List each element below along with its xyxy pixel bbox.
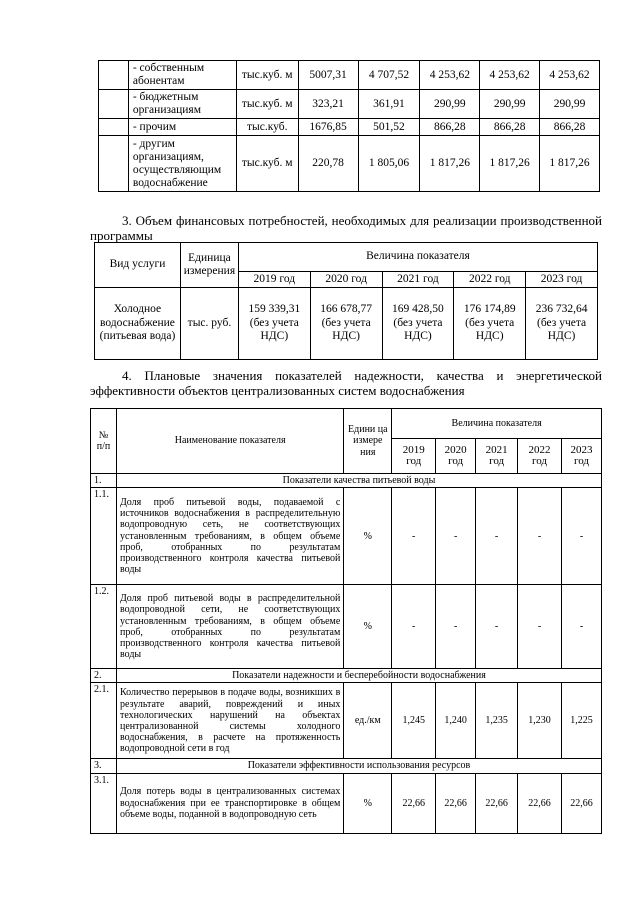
col-service-header: Вид услуги (95, 243, 181, 288)
col-name-header: Наименование показателя (116, 409, 343, 474)
row-value: 290,99 (420, 90, 480, 119)
row-value: 4 253,62 (540, 61, 600, 90)
indicator-value: - (476, 488, 518, 585)
row-value: 501,52 (358, 119, 420, 136)
value-cell: 169 428,50 (без учета НДС) (382, 288, 454, 360)
row-name: - другим организациям, осуществляющим водоснабжение (128, 136, 236, 192)
row-value: 1 817,26 (420, 136, 480, 192)
indicator-value: 22,66 (518, 773, 562, 833)
row-unit: тыс.куб. м (236, 136, 298, 192)
year-header: 2023 год (526, 272, 598, 288)
year-header: 2021 год (476, 439, 518, 474)
indicator-value: - (392, 585, 436, 669)
volume-table (98, 60, 600, 192)
row-number-cell (99, 119, 129, 136)
value-cell: 159 339,31 (без учета НДС) (238, 288, 310, 360)
indicator-value: 1,230 (518, 683, 562, 759)
row-value: 4 253,62 (420, 61, 480, 90)
indicator-unit: % (344, 773, 392, 833)
indicator-value: 22,66 (436, 773, 476, 833)
group-number: 1. (91, 474, 117, 488)
group-row (91, 669, 602, 683)
year-header: 2019 год (392, 439, 436, 474)
col-num-header: № п/п (91, 409, 117, 474)
group-number: 2. (91, 669, 117, 683)
row-value: 1 805,06 (358, 136, 420, 192)
indicator-value: - (561, 585, 601, 669)
col-unit-header: Едини ца измере ния (344, 409, 392, 474)
section4-heading: 4. Плановые значения показателей надежности, качества и энергетической эффективности объектов централизованных систем водоснабжения (90, 368, 602, 398)
row-value: 220,78 (298, 136, 358, 192)
year-header: 2022 год (454, 272, 526, 288)
year-header: 2021 год (382, 272, 454, 288)
indicator-value: - (518, 585, 562, 669)
table-row (99, 90, 600, 119)
table-row (99, 119, 600, 136)
indicator-number: 3.1. (91, 773, 117, 833)
row-value: 5007,31 (298, 61, 358, 90)
table-row (99, 61, 600, 90)
indicator-value: - (518, 488, 562, 585)
indicator-value: 1,235 (476, 683, 518, 759)
value-cell: 176 174,89 (без учета НДС) (454, 288, 526, 360)
service-name: Холодное водоснабжение (питьевая вода) (95, 288, 181, 360)
value-cell: 166 678,77 (без учета НДС) (310, 288, 382, 360)
indicator-value: - (436, 585, 476, 669)
row-value: 866,28 (420, 119, 480, 136)
indicator-value: - (436, 488, 476, 585)
indicator-value: 1,245 (392, 683, 436, 759)
group-title: Показатели эффективности использования ресурсов (116, 759, 601, 773)
indicator-unit: ед./км (344, 683, 392, 759)
indicator-value: 22,66 (392, 773, 436, 833)
indicator-row (91, 585, 602, 669)
row-value: 1 817,26 (540, 136, 600, 192)
col-value-header: Величина показателя (238, 243, 597, 272)
indicator-unit: % (344, 488, 392, 585)
indicator-name: Доля потерь воды в централизованных системах водоснабжения при ее транспортировке в общем объеме воды, поданной в водопроводную сеть (116, 773, 343, 833)
indicator-number: 1.1. (91, 488, 117, 585)
row-name: - бюджетным организациям (128, 90, 236, 119)
year-header: 2020 год (436, 439, 476, 474)
indicator-value: 1,225 (561, 683, 601, 759)
service-unit: тыс. руб. (180, 288, 238, 360)
indicator-row (91, 773, 602, 833)
indicator-name: Количество перерывов в подаче воды, возникших в результате аварий, повреждений и иных технологических нарушений на объектах централизованной системы холодного водоснабжения, в расчете на протяженность водопроводной сети в год (116, 683, 343, 759)
indicators-table (90, 408, 602, 834)
value-cell: 236 732,64 (без учета НДС) (526, 288, 598, 360)
year-header: 2022 год (518, 439, 562, 474)
row-name: - прочим (128, 119, 236, 136)
row-value: 1676,85 (298, 119, 358, 136)
row-value: 4 707,52 (358, 61, 420, 90)
row-value: 361,91 (358, 90, 420, 119)
financial-needs-table (94, 242, 598, 360)
indicator-value: 22,66 (476, 773, 518, 833)
row-value: 290,99 (480, 90, 540, 119)
col-value-header: Величина показателя (392, 409, 602, 439)
group-row (91, 474, 602, 488)
row-value: 290,99 (540, 90, 600, 119)
indicator-value: - (561, 488, 601, 585)
row-number-cell (99, 136, 129, 192)
row-name: - собственным абонентам (128, 61, 236, 90)
row-value: 323,21 (298, 90, 358, 119)
row-unit: тыс.куб. м (236, 90, 298, 119)
indicator-number: 1.2. (91, 585, 117, 669)
section3-heading: 3. Объем финансовых потребностей, необходимых для реализации производственной программы (90, 213, 602, 243)
indicator-value: 1,240 (436, 683, 476, 759)
group-title: Показатели качества питьевой воды (116, 474, 601, 488)
indicator-value: - (392, 488, 436, 585)
group-row (91, 759, 602, 773)
row-value: 1 817,26 (480, 136, 540, 192)
indicator-row (91, 488, 602, 585)
indicator-value: 22,66 (561, 773, 601, 833)
row-number-cell (99, 61, 129, 90)
row-unit: тыс.куб. (236, 119, 298, 136)
year-header: 2020 год (310, 272, 382, 288)
row-value: 4 253,62 (480, 61, 540, 90)
row-number-cell (99, 90, 129, 119)
indicator-name: Доля проб питьевой воды, подаваемой с источников водоснабжения в распределительную водопроводную сеть, не соответствующих установленным требованиям, в общем объеме проб, отобранных по результатам производственного контроля качества питьевой воды (116, 488, 343, 585)
group-number: 3. (91, 759, 117, 773)
year-header: 2019 год (238, 272, 310, 288)
row-value: 866,28 (480, 119, 540, 136)
row-unit: тыс.куб. м (236, 61, 298, 90)
indicator-name: Доля проб питьевой воды в распределительной водопроводной сети, не соответствующих установленным требованиям, в общем объеме проб, отобранных по результатам производственного контроля качества питьевой воды (116, 585, 343, 669)
indicator-unit: % (344, 585, 392, 669)
col-unit-header: Единица измерения (180, 243, 238, 288)
year-header: 2023 год (561, 439, 601, 474)
group-title: Показатели надежности и бесперебойности водоснабжения (116, 669, 601, 683)
indicator-number: 2.1. (91, 683, 117, 759)
indicator-row (91, 683, 602, 759)
indicator-value: - (476, 585, 518, 669)
row-value: 866,28 (540, 119, 600, 136)
table-row (99, 136, 600, 192)
